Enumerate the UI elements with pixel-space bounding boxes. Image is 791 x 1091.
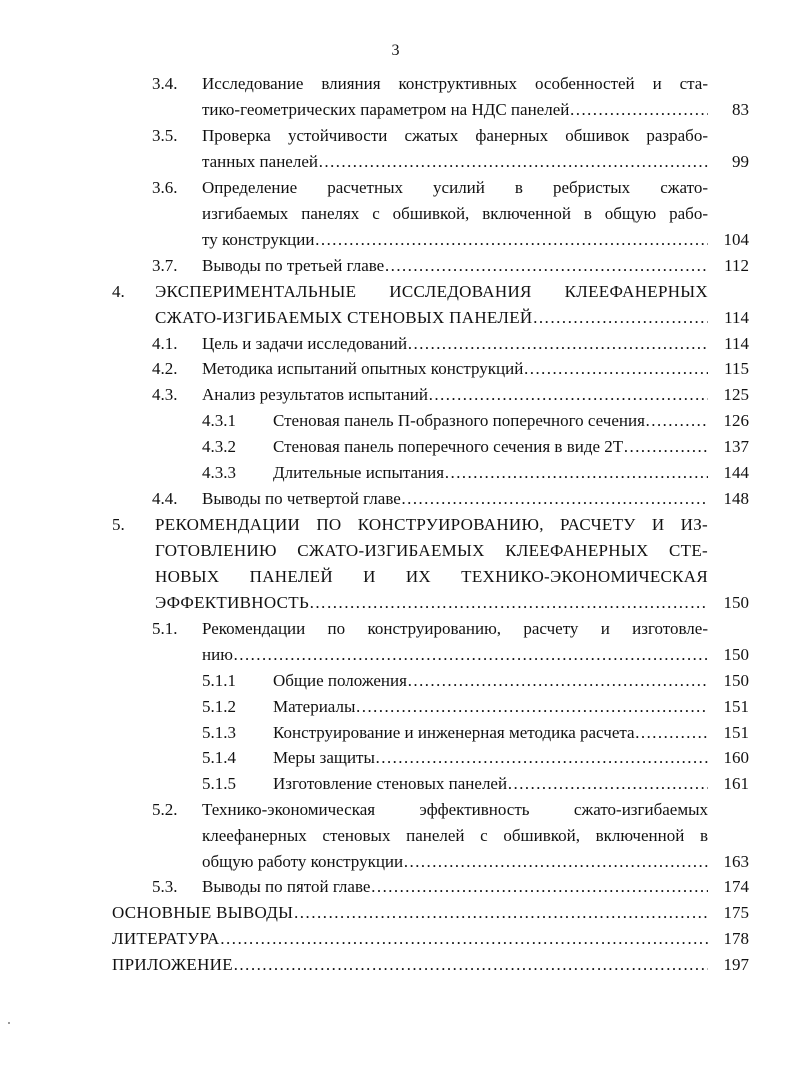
- dot-leader: [507, 772, 708, 796]
- toc-page-number: 150: [723, 645, 749, 664]
- dot-leader: [635, 721, 708, 745]
- toc-entry-title-line: [273, 772, 708, 796]
- toc-entry-text: общую работу конструкции: [202, 852, 404, 871]
- dot-leader: [309, 591, 708, 615]
- toc-entry-title-line: [202, 875, 708, 899]
- dot-leader: [523, 357, 708, 381]
- toc-entry-text: РЕКОМЕНДАЦИИ ПО КОНСТРУИРОВАНИЮ, РАСЧЕТУ И ИЗ-: [155, 515, 708, 534]
- toc-page-number: 99: [732, 152, 749, 171]
- dot-leader: [293, 901, 708, 925]
- dot-leader: [623, 435, 708, 459]
- toc-page-number: 114: [724, 334, 749, 353]
- toc-page-number: 126: [723, 411, 749, 430]
- toc-page-number: 174: [723, 877, 749, 896]
- toc-entry-text: Выводы по третьей главе: [202, 256, 385, 275]
- toc-entry-text: Выводы по пятой главе: [202, 877, 371, 896]
- toc-entry-title-line: [112, 901, 708, 925]
- toc-entry-number: 5.1.4: [202, 748, 236, 767]
- toc-entry-title-line: [273, 409, 708, 433]
- dot-leader: [428, 383, 708, 407]
- toc-entry-text: Цель и задачи исследований: [202, 334, 408, 353]
- toc-entry-text: клеефанерных стеновых панелей с обшивкой, включенной в: [202, 826, 708, 845]
- dot-leader: [375, 746, 708, 770]
- toc-entry-text: Методика испытаний опытных конструкций: [202, 359, 524, 378]
- toc-page-number: 137: [723, 437, 749, 456]
- toc-entry-text: Выводы по четвертой главе: [202, 489, 401, 508]
- toc-entry-title-line: [155, 306, 708, 330]
- dot-leader: [370, 875, 708, 899]
- dot-leader: [318, 150, 708, 174]
- toc-entry-title-line: [273, 695, 708, 719]
- dot-leader: [314, 228, 708, 252]
- toc-entry-number: 4.: [112, 282, 125, 301]
- toc-entry-text: Анализ результатов испытаний: [202, 385, 428, 404]
- toc-page-number: 83: [732, 100, 749, 119]
- dot-leader: [401, 487, 708, 511]
- toc-entry-title-line: [112, 953, 708, 977]
- toc-page-number: 161: [723, 774, 749, 793]
- toc-entry-text: ЛИТЕРАТУРА: [112, 929, 220, 948]
- toc-entry-text: Общие положения: [273, 671, 407, 690]
- toc-entry-text: Меры защиты: [273, 748, 375, 767]
- toc-entry-number: 4.3.1: [202, 411, 236, 430]
- toc-page-number: 178: [723, 929, 749, 948]
- toc-entry-text: Стеновая панель П-образного поперечного сечения: [273, 411, 645, 430]
- toc-entry-title-line: [155, 591, 708, 615]
- toc-page-number: 115: [724, 359, 749, 378]
- toc-entry-title-line: [202, 150, 708, 174]
- toc-entry-text: ту конструкции: [202, 230, 315, 249]
- toc-page-number: 150: [723, 593, 749, 612]
- toc-entry-text: ЭФФЕКТИВНОСТЬ: [155, 593, 310, 612]
- toc-page-number: 104: [723, 230, 749, 249]
- toc-entry-title-line: [273, 461, 708, 485]
- toc-entry-number: 3.6.: [152, 178, 178, 197]
- dot-leader: [220, 927, 708, 951]
- scan-speck: [8, 1022, 10, 1024]
- toc-entry-title-line: [202, 332, 708, 356]
- dot-leader: [403, 850, 708, 874]
- toc-entry-text: Технико-экономическая эффективность сжато-изгибаемых: [202, 800, 708, 819]
- toc-entry-text: ОСНОВНЫЕ ВЫВОДЫ: [112, 903, 294, 922]
- toc-entry-title-line: [202, 487, 708, 511]
- toc-entry-text: Изготовление стеновых панелей: [273, 774, 508, 793]
- toc-entry-number: 4.2.: [152, 359, 178, 378]
- toc-entry-text: тико-геометрических параметром на НДС панелей: [202, 100, 570, 119]
- dot-leader: [569, 98, 708, 122]
- toc-page-number: 151: [723, 697, 749, 716]
- dot-leader: [233, 643, 708, 667]
- dot-leader: [407, 669, 708, 693]
- toc-entry-number: 5.1.2: [202, 697, 236, 716]
- page-number: 3: [391, 42, 400, 59]
- toc-entry-text: Материалы: [273, 697, 356, 716]
- toc-entry-title-line: [202, 383, 708, 407]
- toc-entry-text: Рекомендации по конструированию, расчету и изготовле-: [202, 619, 708, 638]
- toc-entry-number: 4.3.: [152, 385, 178, 404]
- toc-entry-text: ЭКСПЕРИМЕНТАЛЬНЫЕ ИССЛЕДОВАНИЯ КЛЕЕФАНЕРНЫХ: [155, 282, 708, 301]
- toc-entry-text: Проверка устойчивости сжатых фанерных обшивок разрабо-: [202, 126, 708, 145]
- toc-page-number: 148: [723, 489, 749, 508]
- toc-page-number: 160: [723, 748, 749, 767]
- toc-entry-number: 3.5.: [152, 126, 178, 145]
- toc-page-number: 175: [723, 903, 749, 922]
- dot-leader: [407, 332, 708, 356]
- toc-page-number: 197: [723, 955, 749, 974]
- toc-entry-text: СЖАТО-ИЗГИБАЕМЫХ СТЕНОВЫХ ПАНЕЛЕЙ: [155, 308, 533, 327]
- toc-entry-title-line: [112, 927, 708, 951]
- toc-entry-text: изгибаемых панелях с обшивкой, включенной в общую рабо-: [202, 204, 708, 223]
- dot-leader: [645, 409, 708, 433]
- toc-entry-number: 5.3.: [152, 877, 178, 896]
- toc-entry-number: 4.3.2: [202, 437, 236, 456]
- toc-entry-text: нию: [202, 645, 233, 664]
- toc-page-number: 150: [723, 671, 749, 690]
- toc-entry-number: 5.1.: [152, 619, 178, 638]
- toc-page-number: 125: [723, 385, 749, 404]
- dot-leader: [233, 953, 708, 977]
- toc-entry-number: 3.7.: [152, 256, 178, 275]
- toc-entry-text: НОВЫХ ПАНЕЛЕЙ И ИХ ТЕХНИКО-ЭКОНОМИЧЕСКАЯ: [155, 567, 708, 586]
- toc-entry-text: ГОТОВЛЕНИЮ СЖАТО-ИЗГИБАЕМЫХ КЛЕЕФАНЕРНЫХ СТЕ-: [155, 541, 708, 560]
- toc-page-number: 112: [724, 256, 749, 275]
- toc-entry-number: 3.4.: [152, 74, 178, 93]
- toc-entry-text: Конструирование и инженерная методика расчета: [273, 723, 635, 742]
- toc-entry-text: ПРИЛОЖЕНИЕ: [112, 955, 233, 974]
- toc-page-number: 114: [724, 308, 749, 327]
- toc-entry-number: 5.: [112, 515, 125, 534]
- toc-entry-text: Стеновая панель поперечного сечения в виде 2Т: [273, 437, 624, 456]
- toc-entry-text: Исследование влияния конструктивных особенностей и ста-: [202, 74, 708, 93]
- toc-entry-title-line: [273, 669, 708, 693]
- toc-entry-title-line: [202, 98, 708, 122]
- dot-leader: [532, 306, 708, 330]
- dot-leader: [384, 254, 708, 278]
- toc-entry-text: Определение расчетных усилий в ребристых сжато-: [202, 178, 708, 197]
- toc-entry-title-line: [202, 850, 708, 874]
- toc-entry-number: 4.3.3: [202, 463, 236, 482]
- toc-entry-text: танных панелей: [202, 152, 318, 171]
- toc-page-number: 144: [723, 463, 749, 482]
- toc-entry-number: 4.4.: [152, 489, 178, 508]
- toc-entry-title-line: [202, 357, 708, 381]
- toc-entry-number: 5.1.5: [202, 774, 236, 793]
- toc-entry-number: 5.2.: [152, 800, 178, 819]
- toc-entry-title-line: [273, 721, 708, 745]
- toc-entry-title-line: [202, 228, 708, 252]
- toc-entry-title-line: [273, 746, 708, 770]
- toc-entry-number: 5.1.1: [202, 671, 236, 690]
- toc-entry-number: 4.1.: [152, 334, 178, 353]
- toc-entry-number: 5.1.3: [202, 723, 236, 742]
- toc-entry-title-line: [273, 435, 708, 459]
- toc-entry-title-line: [202, 643, 708, 667]
- toc-page-number: 163: [723, 852, 749, 871]
- toc-page-number: 151: [723, 723, 749, 742]
- toc-entry-text: Длительные испытания: [273, 463, 445, 482]
- dot-leader: [444, 461, 708, 485]
- toc-entry-title-line: [202, 254, 708, 278]
- dot-leader: [355, 695, 708, 719]
